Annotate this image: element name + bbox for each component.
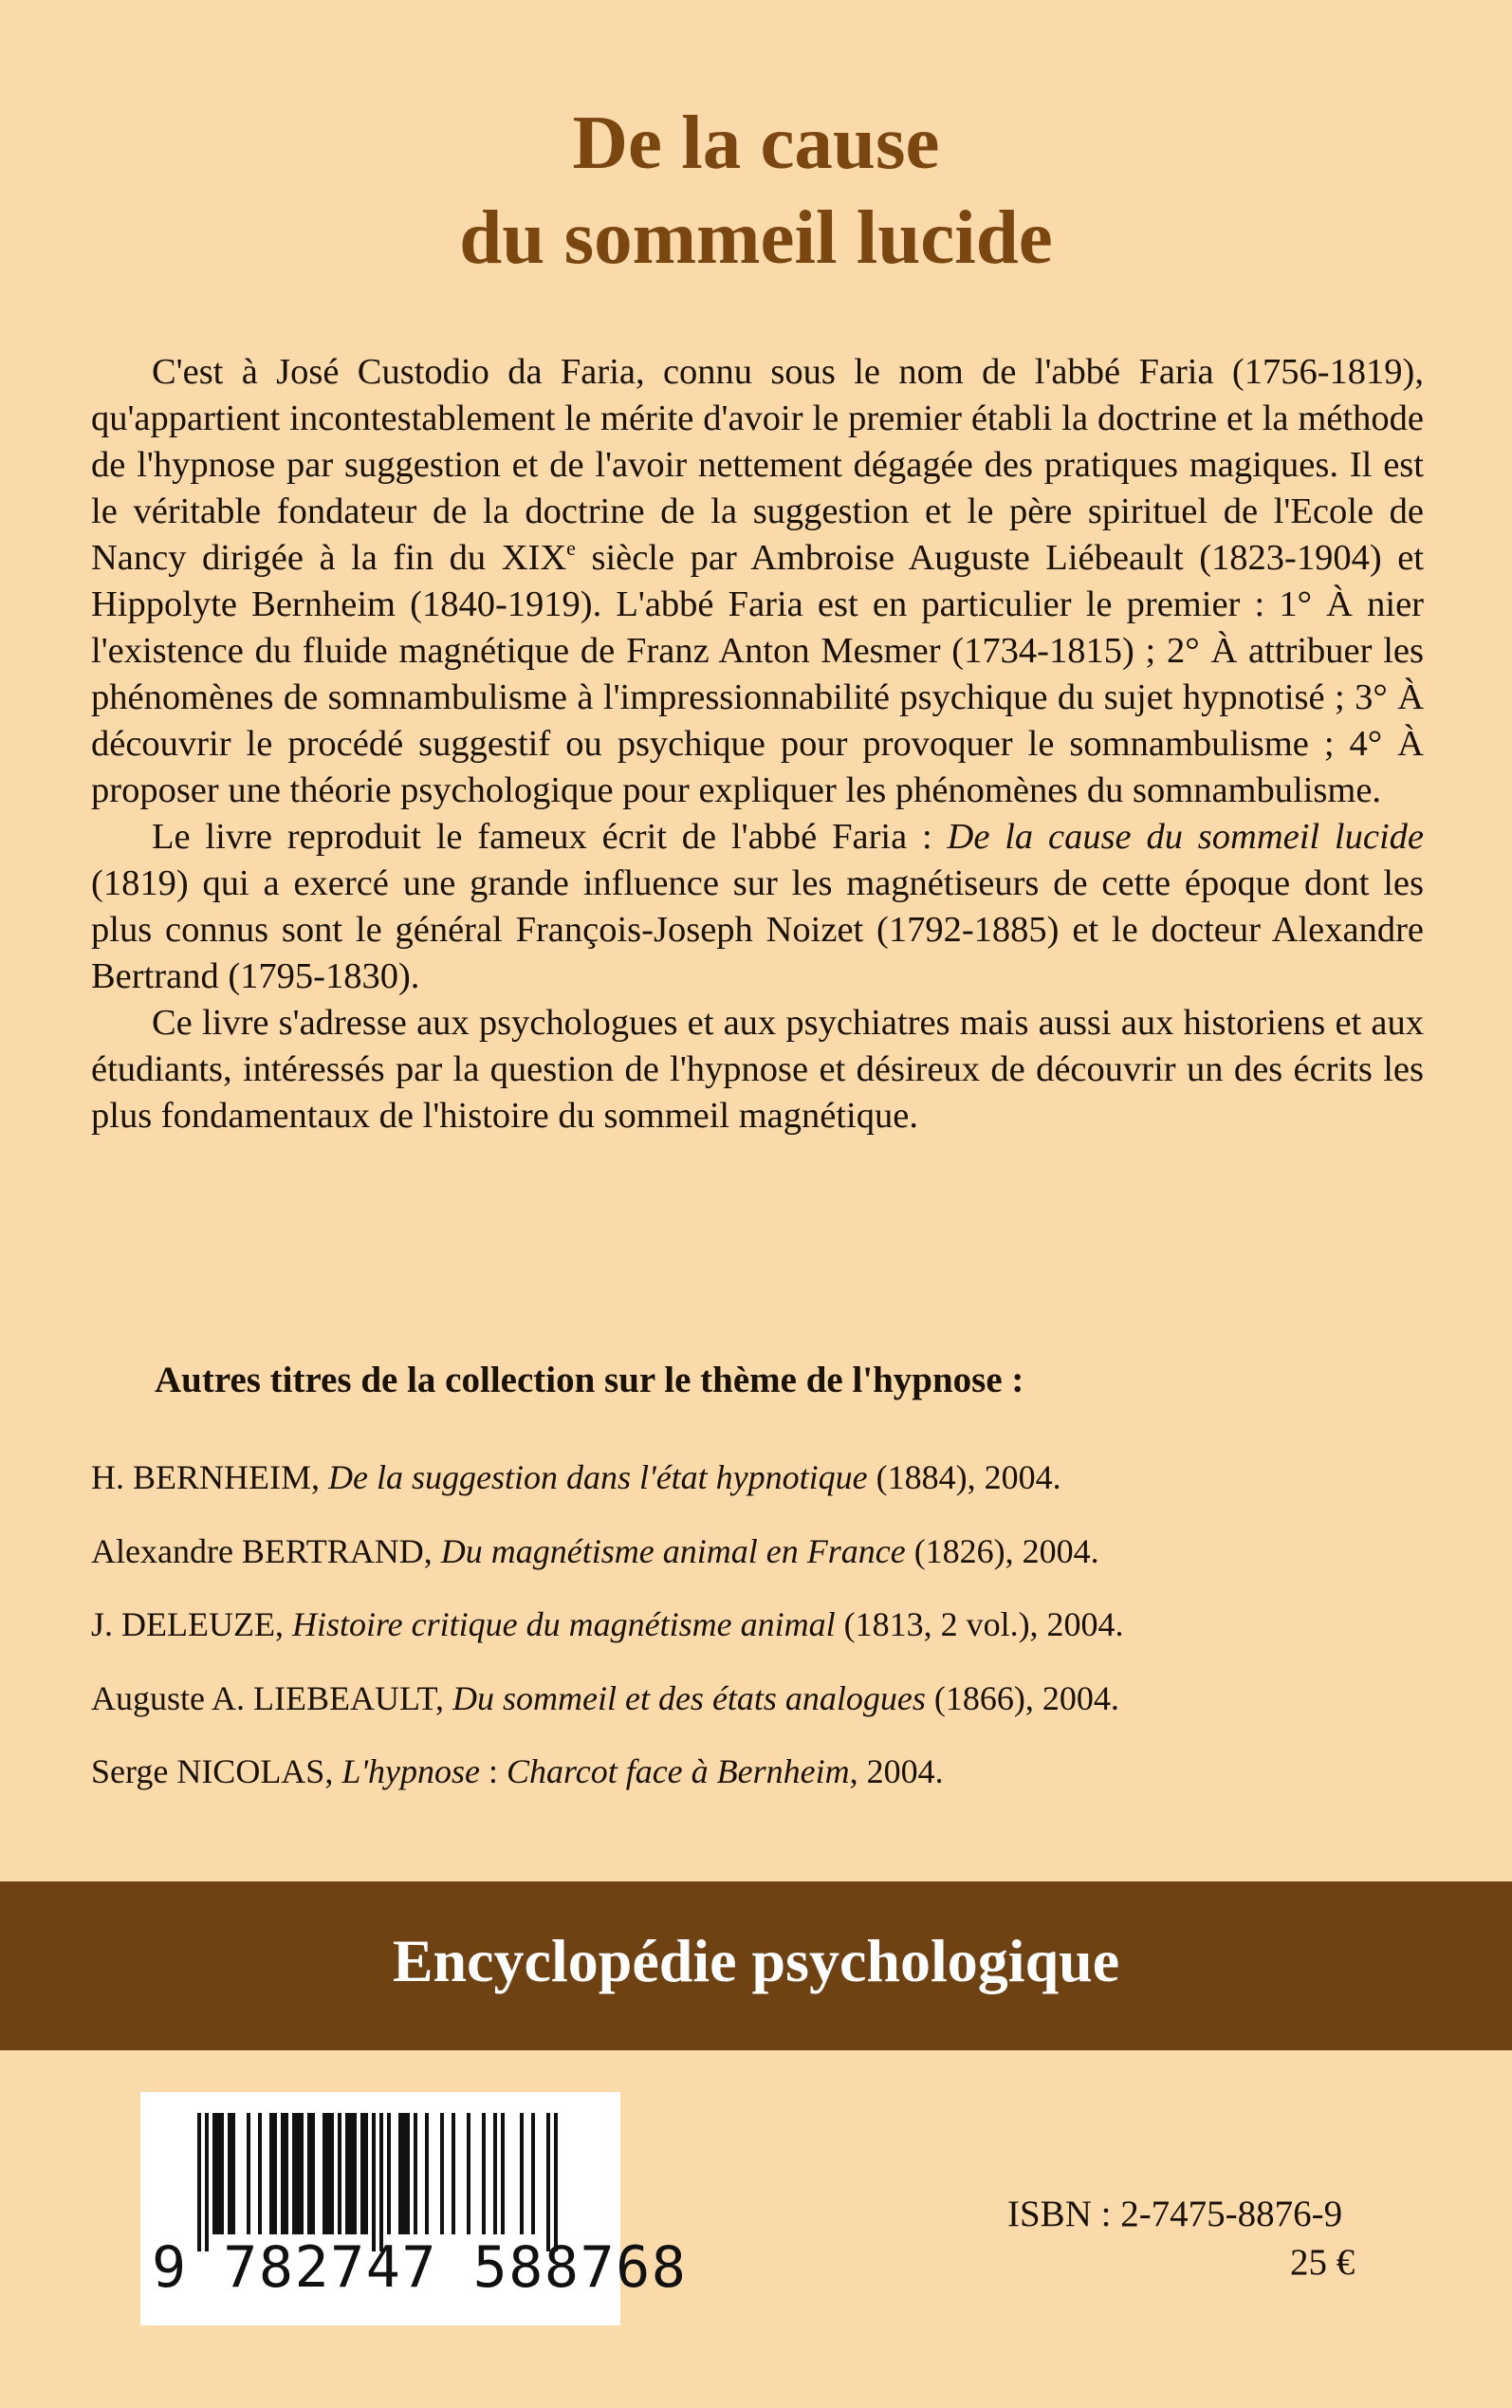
- paragraph-2-text-b: (1819) qui a exercé une grande influence sur les magnétiseurs de cette époque dont les plus connus sont le général François-Joseph Noizet (1792-1885) et le docteur Alexandre Bertrand (1795-1830).: [91, 863, 1424, 996]
- barcode-bar: [292, 2113, 296, 2234]
- barcode-bar: [281, 2113, 285, 2234]
- collection-banner-label: Encyclopédie psychologique: [392, 1927, 1120, 1994]
- bibliography-entry: [91, 1677, 1438, 1719]
- paragraph-1-text-b: siècle par Ambroise Auguste Liébeault (1823-1904) et Hippolyte Bernheim (1840-1919). L'abbé Faria est en particulier le premier : 1° À nier l'existence du fluide magnétique de Franz Anton Mesmer (1734-1815) ; 2° À attribuer les phénomènes de somnambulisme à l'impressionnabilité psychique du sujet hypnotisé ; 3° À découvrir le procédé suggestif ou psychique pour provoquer le somnambulisme ; 4° À proposer une théorie psychologique pour expliquer les phénomènes du somnambulisme.: [91, 538, 1424, 810]
- barcode-bar: [330, 2113, 334, 2234]
- barcode: [140, 2092, 688, 2325]
- barcode-bar: [364, 2113, 368, 2234]
- entry-title: De la suggestion dans l'état hypnotique: [328, 1458, 868, 1496]
- paragraph-2-text-a: Le livre reproduit le fameux écrit de l'abbé Faria :: [152, 817, 948, 857]
- barcode-bar: [307, 2113, 311, 2234]
- barcode-bar: [452, 2113, 455, 2234]
- barcode-bar: [440, 2113, 444, 2234]
- barcode-bar: [269, 2113, 273, 2234]
- barcode-bar: [247, 2113, 250, 2234]
- bibliography-entry: [91, 1750, 1438, 1792]
- barcode-bar: [323, 2113, 326, 2234]
- barcode-bar: [296, 2113, 300, 2234]
- barcode-bar: [349, 2113, 353, 2234]
- barcode-bar: [338, 2113, 341, 2234]
- barcode-bar: [231, 2113, 235, 2234]
- barcode-bar: [414, 2113, 417, 2234]
- entry-author: Alexandre BERTRAND,: [91, 1531, 441, 1570]
- barcode-bar: [345, 2113, 349, 2234]
- barcode-bar: [520, 2113, 524, 2234]
- barcode-bar: [398, 2113, 402, 2234]
- barcode-bar: [360, 2113, 364, 2234]
- entry-details: (1813, 2 vol.), 2004.: [835, 1605, 1124, 1643]
- description-paragraph-3: Ce livre s'adresse aux psychologues et aux psychiatres mais aussi aux historiens et aux étudiants, intéressés par la question de l'hypnose et désireux de découvrir un des écrits les plus fondamentaux de l'histoire du sommeil magnétique.: [91, 1003, 1424, 1136]
- barcode-bar: [216, 2113, 220, 2234]
- collection-banner: [0, 1881, 1512, 2050]
- entry-details: (1866), 2004.: [925, 1678, 1119, 1717]
- barcode-bar: [220, 2113, 224, 2234]
- bibliography-entry: [91, 1603, 1438, 1645]
- barcode-bar: [353, 2113, 357, 2234]
- entry-middle: :: [480, 1752, 507, 1790]
- description-paragraph-2: [91, 814, 1424, 1000]
- barcode-bar: [258, 2113, 262, 2234]
- barcode-bar: [228, 2113, 231, 2234]
- entry-author: Auguste A. LIEBEAULT,: [91, 1678, 452, 1717]
- entry-title: Du sommeil et des états analogues: [452, 1678, 926, 1717]
- barcode-bar: [273, 2113, 277, 2234]
- barcode-bar: [326, 2113, 330, 2234]
- bibliography-entry: [91, 1530, 1438, 1572]
- barcode-bar: [205, 2113, 209, 2251]
- barcode-bar: [554, 2113, 558, 2251]
- barcode-bar: [387, 2113, 391, 2234]
- barcode-bar: [406, 2113, 410, 2234]
- price: 25 €: [1290, 2242, 1355, 2283]
- barcode-bar: [372, 2113, 376, 2251]
- barcode-bar: [546, 2113, 550, 2251]
- entry-details: (1826), 2004.: [905, 1531, 1099, 1570]
- book-title-line-1: De la cause: [572, 100, 940, 185]
- book-description: [91, 349, 1424, 1139]
- entry-title: Histoire critique du magnétisme animal: [291, 1605, 836, 1643]
- barcode-bar: [197, 2113, 201, 2251]
- entry-title: Du magnétisme animal en France: [440, 1531, 906, 1570]
- barcode-bar: [212, 2113, 216, 2234]
- barcode-bar: [467, 2113, 470, 2234]
- entry-author: Serge NICOLAS,: [91, 1752, 342, 1790]
- barcode-bar: [285, 2113, 288, 2234]
- barcode-bar: [493, 2113, 497, 2234]
- entry-title-2: Charcot face à Bernheim: [507, 1752, 850, 1790]
- bibliography-entry: [91, 1456, 1438, 1498]
- paragraph-2-book-title: De la cause du sommeil lucide: [947, 817, 1424, 857]
- collection-heading: Autres titres de la collection sur le thème de l'hypnose :: [155, 1360, 1024, 1400]
- barcode-bar: [379, 2113, 383, 2251]
- barcode-bar: [300, 2113, 304, 2234]
- barcode-digits: 9 782747 588768: [152, 2234, 688, 2301]
- book-title-line-2: du sommeil lucide: [459, 194, 1053, 280]
- barcode-bar: [482, 2113, 486, 2234]
- century-superscript: e: [566, 536, 576, 560]
- barcode-bar: [402, 2113, 406, 2234]
- entry-author: H. BERNHEIM,: [91, 1458, 328, 1496]
- bibliography-list: [91, 1456, 1438, 1825]
- entry-details: (1884), 2004.: [867, 1458, 1061, 1496]
- entry-author: J. DELEUZE,: [91, 1605, 292, 1643]
- barcode-bar: [501, 2113, 505, 2234]
- description-paragraph-1: [91, 349, 1424, 814]
- paragraph-1-text-a: C'est à José Custodio da Faria, connu sous le nom de l'abbé Faria (1756-1819), qu'appartient incontestablement le mérite d'avoir le premier établi la doctrine et la méthode de l'hypnose par suggestion et de l'avoir nettement dégagée des pratiques magiques. Il est le véritable fondateur de la doctrine de la suggestion et le père spirituel de l'Ecole de Nancy dirigée à la fin du XIX: [91, 352, 1424, 578]
- barcode-bar: [311, 2113, 315, 2234]
- book-title: [0, 95, 1512, 285]
- barcode-bar: [425, 2113, 429, 2234]
- isbn-number: ISBN : 2-7475-8876-9: [1007, 2194, 1343, 2234]
- entry-title: L'hypnose: [341, 1752, 481, 1790]
- barcode-bar: [531, 2113, 535, 2234]
- entry-details: , 2004.: [849, 1752, 944, 1790]
